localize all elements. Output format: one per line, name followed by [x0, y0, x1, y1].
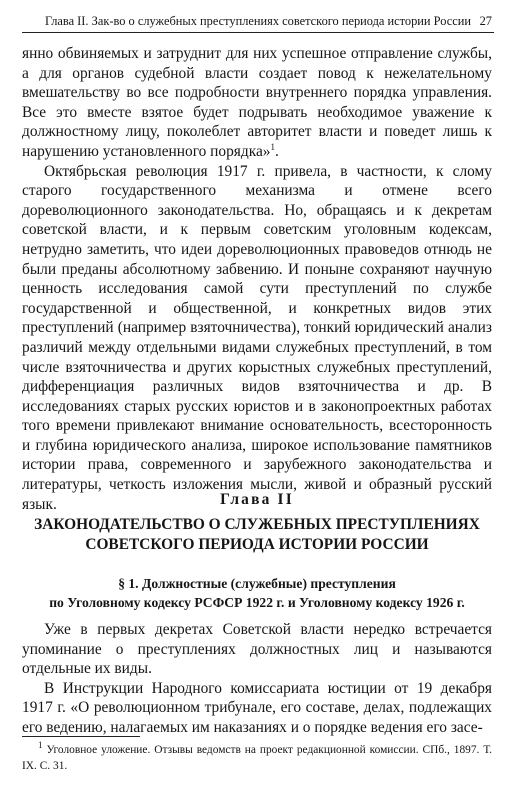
chapter-title — [22, 515, 492, 554]
section-text — [22, 620, 492, 738]
paragraph: В Инструкции Народного комиссариата юстиции от 19 декабря 1917 г. «О революционном трибунале, его составе, делах, подлежащих его ведению, налагаемых им наказаниях и о порядке ведения его засе- — [22, 679, 492, 736]
main-text — [22, 44, 492, 514]
running-head-title: Глава II. Зак-во о служебных преступлениях советского периода истории России — [44, 14, 472, 28]
chapter-number: Глава II — [220, 491, 294, 508]
footnote-text: Уголовное уложение. Отзывы ведомств на проект редакционной комиссии. СПб., 1897. Т. IX. С. 31. — [22, 744, 492, 772]
footnote-marker: 1 — [38, 740, 43, 751]
footnote-reference: 1 — [270, 141, 275, 152]
chapter-heading — [22, 490, 492, 554]
paragraph-continued: янно обвиняемых и затруднит для них успешное отправление службы, а для органов судебной власти создает повод к нежелательному вмешательству во все подробности внутреннего порядка управления. Все это вместе взятое будет подрывать необходимое уважение к должностному лицу, поколеблет авторитет власти и поведет лишь к нарушению установленного порядка»$^1$. — [22, 45, 492, 160]
paragraph: Октябрьская революция 1917 г. привела, в частности, к слому старого государственного механизма и отмене всего дореволюционного законодательства. Но, обращаясь и к декретам советской власти, и к первым советским уголовным кодексам, нетрудно заметить, что идеи дореволюционных правоведов отнюдь не были преданы абсолютному забвению. И поныне сохраняют научную ценность исследования самой сути преступлений по службе государственной и общественной, и конкретных видов этих преступлений (например взяточничества), тонкий юридический анализ различий между отдельными видами служебных преступлений, в том числе взяточничества и других корыстных служебных преступлений, дифференциация различных видов взяточничества и др. В исследованиях старых русских юристов и в законопроектных работах того времени привлекают внимание основательность, всесторонность и глубина юридического анализа, широкое использование памятников истории права, современного и зарубежного законодательства и литературы, четкость изложения мысли, живой и образный русский язык. — [22, 162, 492, 513]
footnote — [22, 742, 492, 774]
running-head — [22, 10, 494, 33]
section-heading-line: § 1. Должностные (служебные) преступления — [118, 576, 396, 591]
page-number: 27 — [479, 14, 492, 28]
paragraph-text: янно обвиняемых и затруднит для них успешное отправление службы, а для органов судебной власти создает повод к нежелательному вмешательству во все подробности внутреннего порядка управления. Все это вместе взятое будет подрывать необходимое уважение к должностному лицу, поколеблет авторитет власти и поведет лишь к нарушению установленного порядка» — [22, 45, 492, 160]
footnote-separator — [22, 736, 140, 737]
chapter-title-line: ЗАКОНОДАТЕЛЬСТВО О СЛУЖЕБНЫХ ПРЕСТУПЛЕНИЯХ — [34, 516, 480, 533]
paragraph: Уже в первых декретах Советской власти нередко встречается упоминание о преступлениях должностных лиц и называются отдельные их виды. — [22, 621, 492, 678]
section-heading-line: по Уголовному кодексу РСФСР 1922 г. и Уголовному кодексу 1926 г. — [49, 595, 465, 610]
chapter-title-line: СОВЕТСКОГО ПЕРИОДА ИСТОРИИ РОССИИ — [85, 535, 429, 553]
section-heading — [22, 574, 492, 612]
